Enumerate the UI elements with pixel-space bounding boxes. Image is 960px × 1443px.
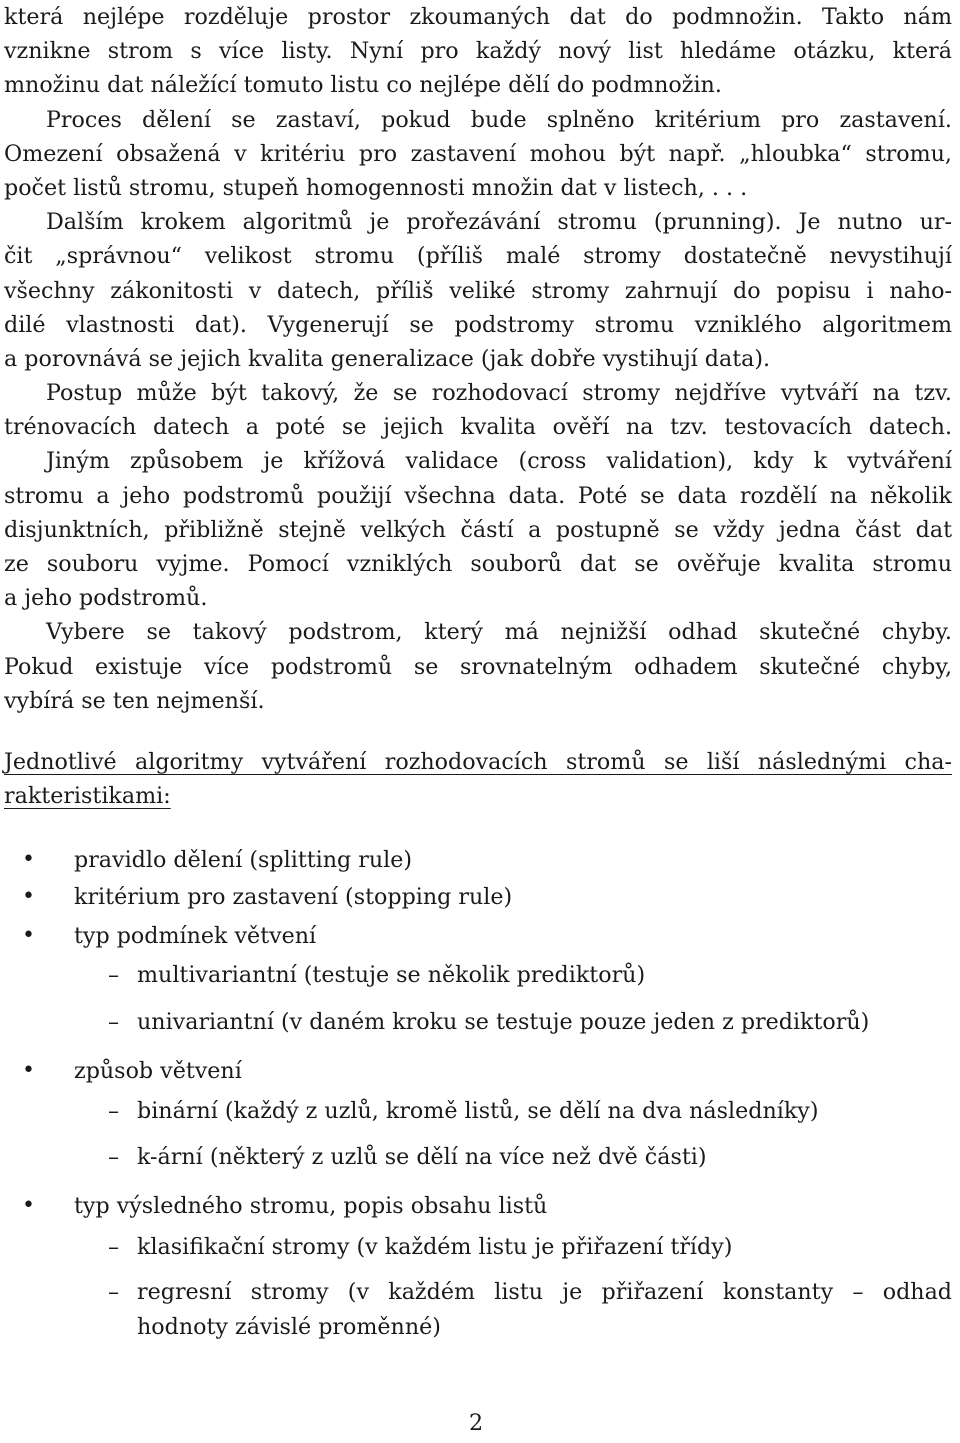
text-line: Proces dělení se zastaví, pokud bude splněno kritérium pro zastavení. [46, 106, 952, 133]
text-line: množinu dat náležící tomuto listu co nejlépe dělí do podmnožin. [4, 72, 722, 99]
bullet-icon: • [22, 1193, 35, 1218]
heading-text: Jednotlivé algoritmy vytváření rozhodovacích stromů se liší následnými cha- [4, 749, 952, 775]
text-line: vznikne strom s více listy. Nyní pro každý nový list hledáme otázku, která [4, 38, 952, 65]
text-line: a porovnává se jejich kvalita generalizace (jak dobře vystihují data). [4, 345, 771, 372]
dash-icon: – [108, 1098, 120, 1124]
list-item-label: kritérium pro zastavení (stopping rule) [74, 884, 513, 910]
bullet-icon: • [22, 847, 35, 872]
bullet-icon: • [22, 884, 35, 909]
text-line: která nejlépe rozděluje prostor zkoumaných dat do podmnožin. Takto nám [4, 4, 952, 30]
text-line: Postup může být takový, že se rozhodovací stromy nejdříve vytváří na tzv. [46, 380, 952, 407]
bullet-icon: • [22, 923, 35, 948]
text-line: Vybere se takový podstrom, který má nejnižší odhad skutečné chyby. [46, 619, 952, 646]
text-line: stromu a jeho podstromů použijí všechna data. Poté se data rozdělí na několik [4, 482, 952, 509]
list-item-label: typ výsledného stromu, popis obsahu listů [74, 1193, 548, 1219]
dash-icon: – [108, 962, 120, 988]
list-item-label: způsob větvení [74, 1058, 242, 1084]
list-item-label: pravidlo dělení (splitting rule) [74, 847, 413, 873]
body-text [4, 0, 952, 718]
text-line: trénovacích datech a poté se jejich kvalita ověří na tzv. testovacích datech. [4, 414, 952, 441]
text-line: ze souboru vyjme. Pomocí vzniklých souborů dat se ověřuje kvalita stromu [4, 551, 952, 577]
sub-list-item-label: univariantní (v daném kroku se testuje pouze jeden z prediktorů) [137, 1009, 870, 1035]
text-line: dilé vlastnosti dat). Vygenerují se podstromy stromu vzniklého algoritmem [4, 311, 952, 338]
dash-icon: – [108, 1279, 120, 1305]
sub-list-item-label: hodnoty závislé proměnné) [137, 1314, 441, 1340]
sub-list-item-label: regresní stromy (v každém listu je přiřazení konstanty – odhad [137, 1279, 952, 1305]
section-heading [4, 745, 952, 813]
text-line: a jeho podstromů. [4, 585, 208, 612]
page-number: 2 [468, 1410, 484, 1436]
sub-list-item-label: k-ární (některý z uzlů se dělí na více než dvě části) [137, 1144, 707, 1170]
text-line: čit „správnou“ velikost stromu (příliš malé stromy dostatečně nevystihují [4, 243, 952, 270]
text-line: Pokud existuje více podstromů se srovnatelným odhadem skutečné chyby, [4, 653, 952, 680]
text-line: Omezení obsažená v kritériu pro zastavení mohou být např. „hloubka“ stromu, [4, 140, 952, 167]
heading-line [4, 745, 952, 779]
sub-list-item-label: multivariantní (testuje se několik prediktorů) [137, 962, 646, 988]
text-line: vybírá se ten nejmenší. [4, 687, 265, 714]
text-line: počet listů stromu, stupeň homogennosti množin dat v listech, . . . [4, 174, 748, 201]
heading-text: rakteristikami: [4, 783, 171, 809]
heading-line [4, 779, 952, 813]
list-item-label: typ podmínek větvení [74, 923, 317, 949]
dash-icon: – [108, 1009, 120, 1035]
bullet-icon: • [22, 1058, 35, 1083]
text-line: všechny zákonitosti v datech, příliš veliké stromy zahrnují do popisu i naho- [4, 277, 952, 304]
text-line: Jiným způsobem je křížová validace (cross validation), kdy k vytváření [46, 448, 952, 475]
sub-list-item-label: binární (každý z uzlů, kromě listů, se dělí na dva následníky) [137, 1098, 819, 1124]
dash-icon: – [108, 1234, 120, 1260]
text-line: disjunktních, přibližně stejně velkých částí a postupně se vždy jedna část dat [4, 516, 952, 543]
sub-list-item-label: klasifikační stromy (v každém listu je přiřazení třídy) [137, 1234, 733, 1260]
dash-icon: – [108, 1144, 120, 1170]
text-line: Dalším krokem algoritmů je prořezávání stromu (prunning). Je nutno ur- [46, 209, 952, 236]
